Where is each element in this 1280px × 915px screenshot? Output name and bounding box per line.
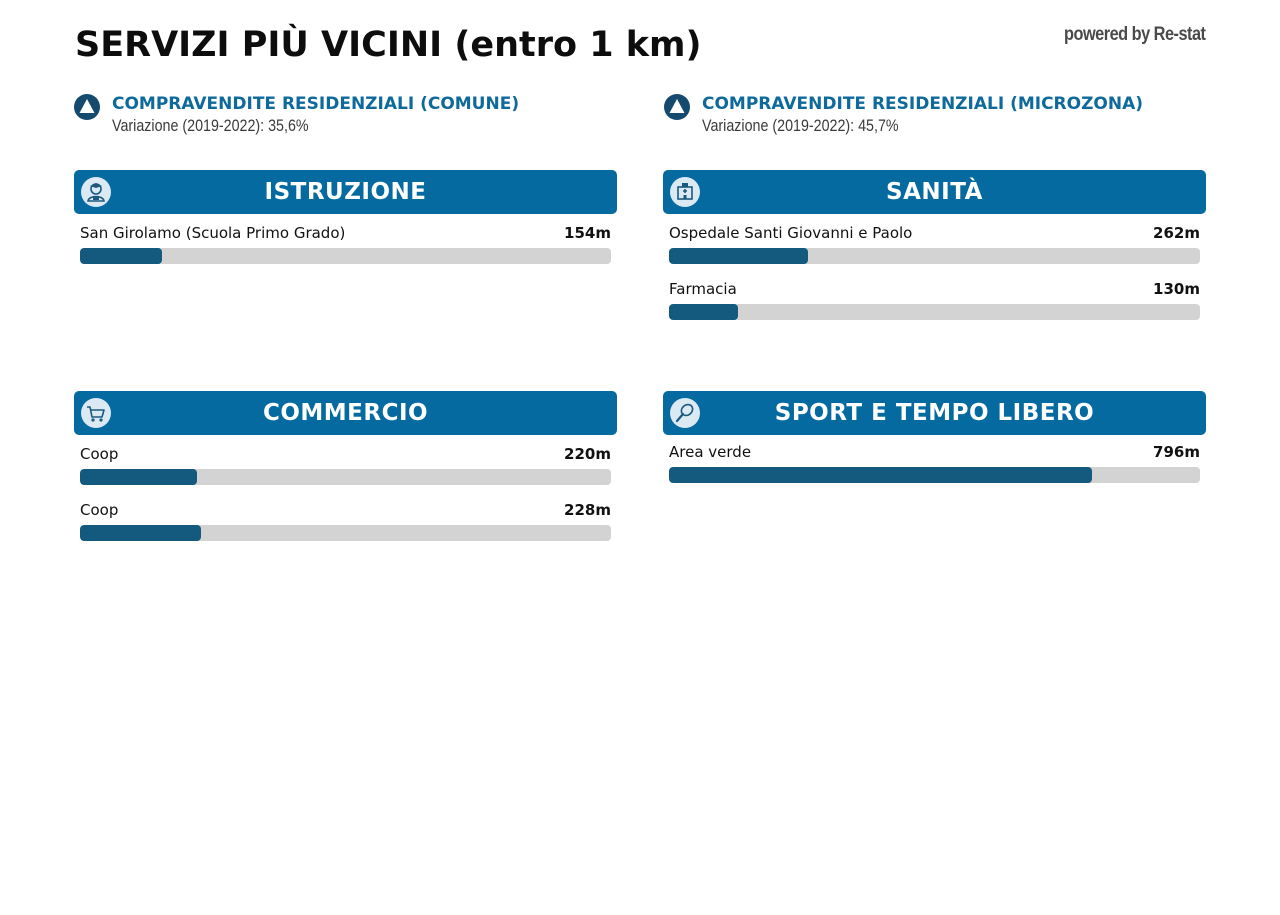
- service-list: [663, 433, 1206, 489]
- service-list: [74, 214, 617, 270]
- stat-title: COMPRAVENDITE RESIDENZIALI (COMUNE): [112, 94, 520, 114]
- category-commercio: [74, 391, 617, 547]
- distance-bar-fill: [669, 467, 1092, 483]
- service-name: Coop: [80, 445, 119, 463]
- distance-bar-fill: [80, 525, 201, 541]
- category-title: ISTRUZIONE: [264, 179, 427, 205]
- category-sanita: [663, 170, 1206, 326]
- distance-bar: [669, 467, 1200, 483]
- distance-bar-fill: [669, 248, 808, 264]
- stat-subtitle: Variazione (2019-2022): 35,6%: [112, 116, 309, 135]
- service-list: [663, 214, 1206, 326]
- service-distance: 262m: [1153, 224, 1200, 242]
- stat-subtitle: Variazione (2019-2022): 45,7%: [702, 116, 899, 135]
- category-sport: [663, 391, 1206, 489]
- service-row: [80, 214, 611, 270]
- service-name: Coop: [80, 501, 119, 519]
- category-header: [74, 391, 617, 435]
- service-name: Area verde: [669, 443, 752, 461]
- powered-by-logo: powered by Re-stat: [1063, 24, 1205, 45]
- service-row: [80, 435, 611, 491]
- service-name: Farmacia: [669, 280, 737, 298]
- service-distance: 130m: [1153, 280, 1200, 298]
- distance-bar: [80, 525, 611, 541]
- distance-bar-fill: [80, 248, 162, 264]
- service-distance: 154m: [564, 224, 611, 242]
- service-row: [669, 214, 1200, 270]
- category-header: [74, 170, 617, 214]
- service-distance: 796m: [1153, 443, 1200, 461]
- service-list: [74, 435, 617, 547]
- service-row: [80, 491, 611, 547]
- distance-bar: [669, 248, 1200, 264]
- triangle-up-icon: [74, 94, 100, 120]
- service-distance: 228m: [564, 501, 611, 519]
- category-title: COMMERCIO: [262, 400, 429, 426]
- triangle-up-icon: [664, 94, 690, 120]
- distance-bar: [80, 248, 611, 264]
- category-title: SPORT E TEMPO LIBERO: [774, 400, 1095, 426]
- service-distance: 220m: [564, 445, 611, 463]
- category-header: [663, 170, 1206, 214]
- service-name: San Girolamo (Scuola Primo Grado): [80, 224, 346, 242]
- service-row: [669, 270, 1200, 326]
- distance-bar: [669, 304, 1200, 320]
- distance-bar: [80, 469, 611, 485]
- category-title: SANITÀ: [886, 179, 983, 205]
- distance-bar-fill: [80, 469, 197, 485]
- category-header: [663, 391, 1206, 435]
- page-title: SERVIZI PIÙ VICINI (entro 1 km): [75, 25, 702, 65]
- service-name: Ospedale Santi Giovanni e Paolo: [669, 224, 913, 242]
- service-row: [669, 433, 1200, 489]
- distance-bar-fill: [669, 304, 738, 320]
- category-istruzione: [74, 170, 617, 270]
- stat-title: COMPRAVENDITE RESIDENZIALI (MICROZONA): [702, 94, 1144, 114]
